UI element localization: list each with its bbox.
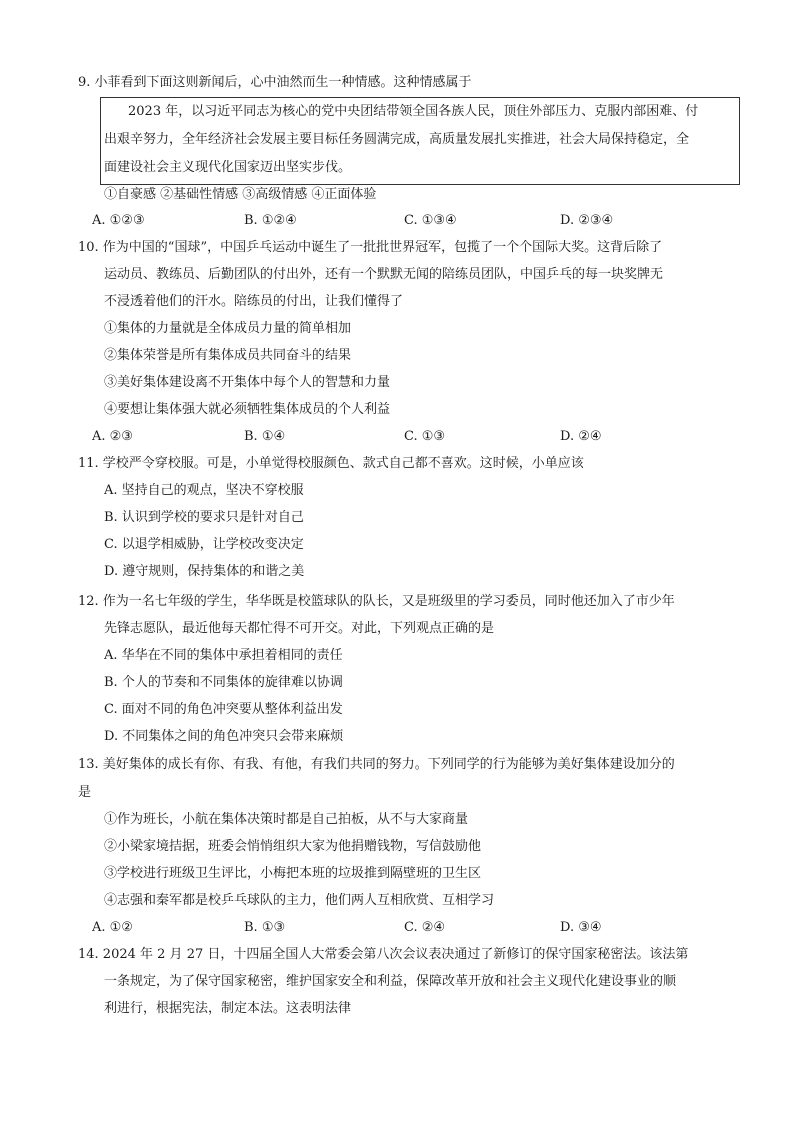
q9-option-a: A. ①②③ xyxy=(92,213,145,228)
q10-statement: ①集体的力量就是全体成员力量的简单相加 xyxy=(104,321,352,336)
q13-option-b: B. ①③ xyxy=(244,920,286,935)
q10-option-d: D. ②④ xyxy=(560,429,602,444)
q12-stem: 先锋志愿队，最近他每天都忙得不可开交。对此，下列观点正确的是 xyxy=(104,621,495,636)
q10-stem: 不浸透着他们的汗水。陪练员的付出，让我们懂得了 xyxy=(104,294,404,309)
q12-option-c: C. 面对不同的角色冲突要从整体利益出发 xyxy=(104,702,343,717)
q11-option-d: D. 遵守规则，保持集体的和谐之美 xyxy=(104,564,305,579)
q13-statement: ④志强和秦军都是校乒乓球队的主力，他们两人互相欣赏、互相学习 xyxy=(104,893,495,908)
q14-stem: 一条规定，为了保守国家秘密，维护国家安全和利益，保障改革开放和社会主义现代化建设事业的顺 xyxy=(104,974,677,989)
q9-option-d: D. ②③④ xyxy=(560,213,614,228)
q13-stem: 是 xyxy=(78,785,92,800)
q10-statement: ②集体荣誉是所有集体成员共同奋斗的结果 xyxy=(104,348,352,363)
q10-statement: ④要想让集体强大就必须牺牲集体成员的个人利益 xyxy=(104,402,391,417)
q10-option-c: C. ①③ xyxy=(404,429,446,444)
q11-stem: 11. 学校严令穿校服。可是，小单觉得校服颜色、款式自己都不喜欢。这时候，小单应该 xyxy=(78,456,584,471)
q13-option-d: D. ③④ xyxy=(560,920,602,935)
q9-box-line: 2023 年，以习近平同志为核心的党中央团结带领全国各族人民，顶住外部压力、克服内部困难、付 xyxy=(128,104,699,119)
q12-option-d: D. 不同集体之间的角色冲突只会带来麻烦 xyxy=(104,729,344,744)
q13-option-a: A. ①② xyxy=(92,920,133,935)
q14-stem: 14. 2024 年 2 月 27 日，十四届全国人大常委会第八次会议表决通过了新修订的保守国家秘密法。该法第 xyxy=(78,947,689,962)
q13-statement: ①作为班长，小航在集体决策时都是自己拍板，从不与大家商量 xyxy=(104,812,469,827)
q11-option-b: B. 认识到学校的要求只是针对自己 xyxy=(104,510,304,525)
q11-option-c: C. 以退学相威胁，让学校改变决定 xyxy=(104,537,304,552)
q14-stem: 利进行，根据宪法，制定本法。这表明法律 xyxy=(104,1001,352,1016)
q10-option-b: B. ①④ xyxy=(244,429,286,444)
q9-statements: ①自豪感 ②基础性情感 ③高级情感 ④正面体验 xyxy=(104,187,377,202)
q10-statement: ③美好集体建设离不开集体中每个人的智慧和力量 xyxy=(104,375,391,390)
q13-statement: ③学校进行班级卫生评比，小梅把本班的垃圾推到隔壁班的卫生区 xyxy=(104,866,482,881)
q13-option-c: C. ②④ xyxy=(404,920,446,935)
q12-option-b: B. 个人的节奏和不同集体的旋律难以协调 xyxy=(104,675,343,690)
q12-stem: 12. 作为一名七年级的学生，华华既是校篮球队的队长，又是班级里的学习委员，同时他还加入了市少年 xyxy=(78,594,675,609)
q12-option-a: A. 华华在不同的集体中承担着相同的责任 xyxy=(104,648,343,663)
q9-box-line: 面建设社会主义现代化国家迈出坚实步伐。 xyxy=(104,160,352,175)
q9-option-b: B. ①②④ xyxy=(244,213,297,228)
q10-stem: 运动员、教练员、后勤团队的付出外，还有一个默默无闻的陪练员团队，中国乒乓的每一块奖牌无 xyxy=(104,267,664,282)
q9-option-c: C. ①③④ xyxy=(404,213,457,228)
q9-stem: 9. 小菲看到下面这则新闻后，心中油然而生一种情感。这种情感属于 xyxy=(78,75,472,90)
q10-stem: 10. 作为中国的“国球”，中国乒乓运动中诞生了一批批世界冠军，包揽了一个个国际大奖。这背后除了 xyxy=(78,240,663,255)
q11-option-a: A. 坚持自己的观点，坚决不穿校服 xyxy=(104,483,304,498)
q13-stem: 13. 美好集体的成长有你、有我、有他，有我们共同的努力。下列同学的行为能够为美好集体建设加分的 xyxy=(78,757,675,772)
q13-statement: ②小梁家境拮据，班委会悄悄组织大家为他捐赠钱物，写信鼓励他 xyxy=(104,839,482,854)
q9-box-line: 出艰辛努力，全年经济社会发展主要目标任务圆满完成，高质量发展扎实推进，社会大局保持稳定，全 xyxy=(104,132,690,147)
q10-option-a: A. ②③ xyxy=(92,429,133,444)
